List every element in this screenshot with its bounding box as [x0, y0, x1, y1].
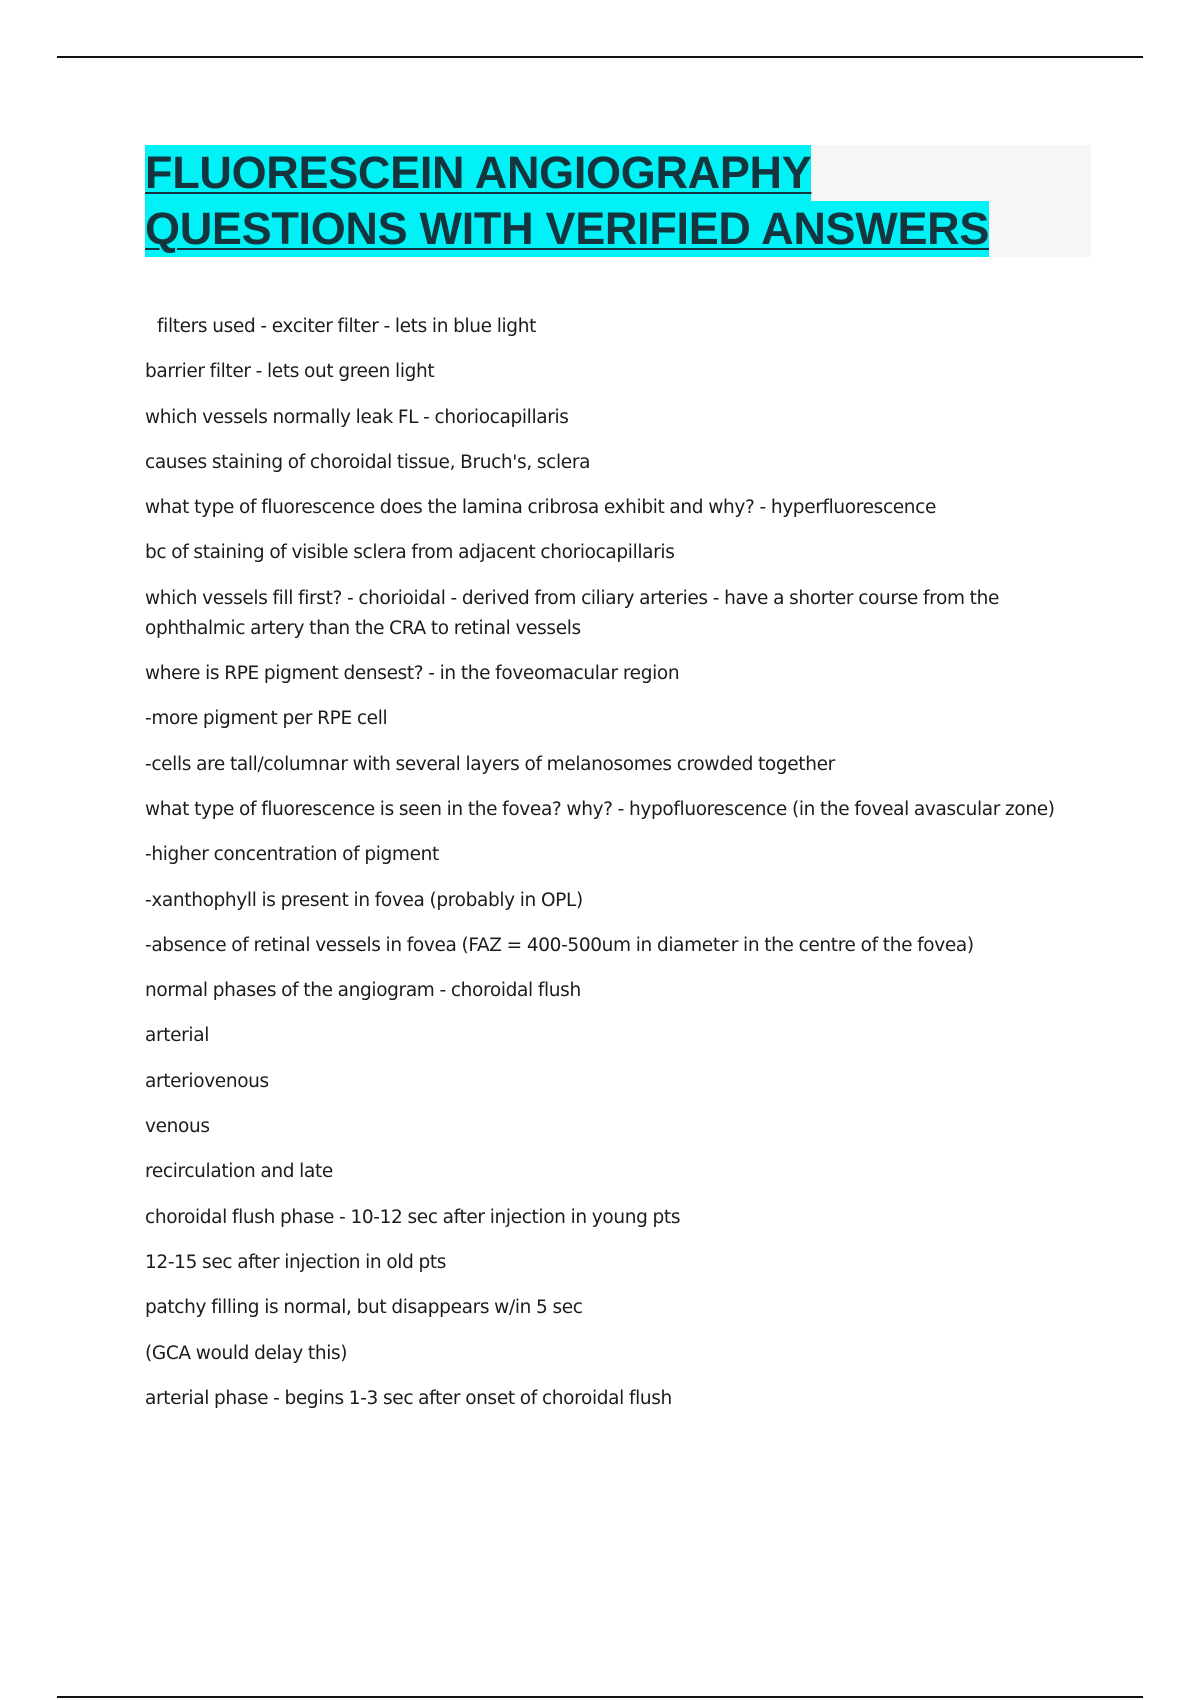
body-line: 12-15 sec after injection in old pts [145, 1251, 447, 1273]
title-line-1: FLUORESCEIN ANGIOGRAPHY [145, 145, 811, 201]
body-line: what type of fluorescence does the lamina cribrosa exhibit and why? - hyperfluorescence [145, 497, 937, 519]
footer-rule [57, 1696, 1143, 1698]
body-line: arterial phase - begins 1-3 sec after onset of choroidal flush [145, 1387, 672, 1409]
body-line: -absence of retinal vessels in fovea (FAZ = 400-500um in diameter in the centre of the fovea) [145, 934, 974, 956]
header-rule [57, 56, 1143, 58]
body-line: arteriovenous [145, 1070, 269, 1092]
body-line: -higher concentration of pigment [145, 844, 439, 866]
body-line: choroidal flush phase - 10-12 sec after injection in young pts [145, 1206, 681, 1228]
body-line: what type of fluorescence is seen in the fovea? why? - hypofluorescence (in the foveal avascular zone) [145, 798, 1055, 820]
body-line: where is RPE pigment densest? - in the foveomacular region [145, 663, 680, 685]
body-line: which vessels fill first? - chorioidal - derived from ciliary arteries - have a shorter course from the ophthalmic artery than the CRA to retinal vessels [145, 587, 999, 639]
body-line: which vessels normally leak FL - choriocapillaris [145, 406, 569, 428]
body-line: filters used - exciter filter - lets in blue light [157, 316, 536, 337]
document-title [145, 145, 1091, 257]
body-line: (GCA would delay this) [145, 1342, 348, 1364]
body-line: bc of staining of visible sclera from adjacent choriocapillaris [145, 542, 675, 564]
body-line: venous [145, 1116, 210, 1138]
body-line: arterial [145, 1025, 210, 1047]
body-line: patchy filling is normal, but disappears w/in 5 sec [145, 1297, 583, 1319]
body-line: normal phases of the angiogram - choroidal flush [145, 980, 581, 1002]
body-line: -more pigment per RPE cell [145, 708, 388, 730]
body-line: -cells are tall/columnar with several layers of melanosomes crowded together [145, 753, 835, 775]
body-line: -xanthophyll is present in fovea (probably in OPL) [145, 889, 583, 911]
title-line-2: QUESTIONS WITH VERIFIED ANSWERS [145, 201, 989, 257]
document-body [145, 312, 1095, 1429]
body-line: barrier filter - lets out green light [145, 361, 435, 383]
body-line: recirculation and late [145, 1161, 333, 1183]
body-line: causes staining of choroidal tissue, Bruch's, sclera [145, 451, 591, 473]
